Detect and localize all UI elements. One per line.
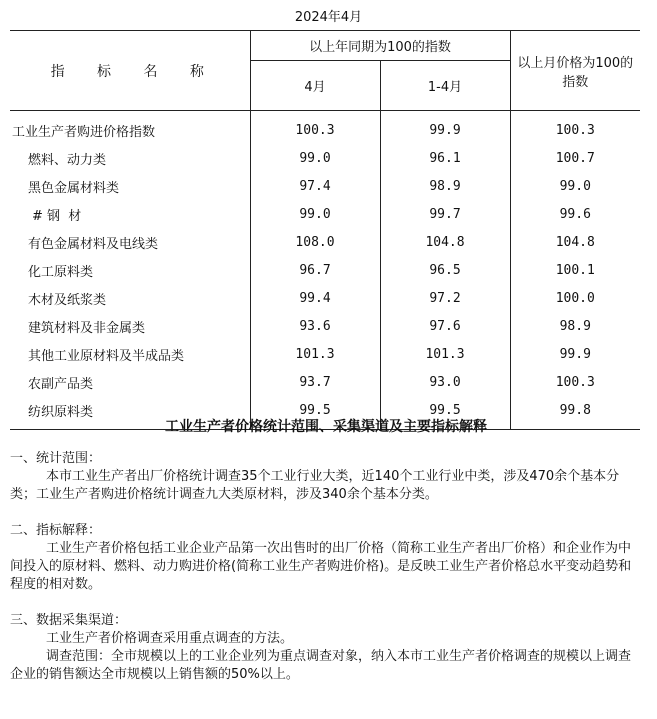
month-value: 96.7 (250, 256, 380, 284)
table-row (10, 111, 640, 145)
row-name: 农副产品类 (28, 376, 94, 392)
table-row (10, 256, 640, 284)
section-collection-scope: 调查范围：全市规模以上的工业企业列为重点调查对象，纳入本市工业生产者价格调查的规模以上调查企业的销售额达全市规模以上销售额的50%以上。 (10, 649, 632, 682)
row-name: 其他工业原材料及半成品类 (28, 348, 185, 364)
ytd-value: 96.5 (380, 256, 510, 284)
row-name: 建筑材料及非金属类 (28, 320, 146, 336)
row-name: 有色金属材料及电线类 (28, 236, 159, 252)
month-value: 99.4 (250, 284, 380, 312)
month-value: 99.5 (250, 396, 380, 430)
section-definition-text: 工业生产者价格包括工业企业产品第一次出售时的出厂价格（简称工业生产者出厂价格）和企业作为中间投入的原材料、燃料、动力购进价格(简称工业生产者购进价格)。是反映工业生产者价格总水平变动趋势和程度的相对数。 (10, 541, 632, 592)
explanatory-notes (10, 418, 642, 684)
ytd-value: 98.9 (380, 172, 510, 200)
table-row (10, 144, 640, 172)
price-index-table (10, 30, 640, 430)
ytd-column-header: 1-4月 (380, 61, 510, 111)
ytd-value: 101.3 (380, 340, 510, 368)
row-name: 木材及纸浆类 (28, 292, 107, 308)
row-name: # 钢 材 (32, 208, 82, 224)
section-scope-text: 本市工业生产者出厂价格统计调查35个工业行业大类，近140个工业行业中类，涉及470余个基本分类；工业生产者购进价格统计调查九大类原材料，涉及340余个基本分类。 (10, 469, 620, 502)
section-scope-heading: 一、统计范围： (10, 451, 102, 466)
yoy-group-header: 以上年同期为100的指数 (250, 31, 510, 61)
month-value: 101.3 (250, 340, 380, 368)
table-row (10, 340, 640, 368)
row-name: 工业生产者购进价格指数 (10, 111, 250, 145)
mom-value: 99.9 (510, 340, 640, 368)
month-value: 108.0 (250, 228, 380, 256)
table-row (10, 228, 640, 256)
row-name: 纺织原料类 (10, 396, 250, 430)
mom-value: 100.0 (510, 284, 640, 312)
row-name: 燃料、动力类 (28, 152, 107, 168)
row-name: 化工原料类 (28, 264, 94, 280)
month-column-header: 4月 (250, 61, 380, 111)
section-collection-method: 工业生产者价格调查采用重点调查的方法。 (46, 631, 294, 646)
ytd-value: 97.2 (380, 284, 510, 312)
mom-value: 99.6 (510, 200, 640, 228)
table-row (10, 368, 640, 396)
indicator-name-header: 指 标 名 称 (10, 31, 250, 111)
mom-value: 98.9 (510, 312, 640, 340)
ytd-value: 99.7 (380, 200, 510, 228)
month-value: 99.0 (250, 200, 380, 228)
month-value: 93.7 (250, 368, 380, 396)
ytd-value: 99.5 (380, 396, 510, 430)
table-row (10, 172, 640, 200)
mom-value: 100.3 (510, 368, 640, 396)
report-period: 2024年4月 (294, 10, 363, 25)
mom-value: 100.7 (510, 144, 640, 172)
month-value: 100.3 (250, 111, 380, 145)
mom-value: 104.8 (510, 228, 640, 256)
mom-value: 99.8 (510, 396, 640, 430)
section-collection-heading: 三、数据采集渠道： (10, 613, 128, 628)
table-row (10, 284, 640, 312)
ytd-value: 93.0 (380, 368, 510, 396)
mom-index-header: 以上月价格为100的指数 (510, 31, 640, 111)
section-definition-heading: 二、指标解释： (10, 523, 102, 538)
ytd-value: 97.6 (380, 312, 510, 340)
table-row (10, 312, 640, 340)
month-value: 93.6 (250, 312, 380, 340)
notes-title: 工业生产者价格统计范围、采集渠道及主要指标解释 (165, 419, 487, 435)
ytd-value: 96.1 (380, 144, 510, 172)
month-value: 97.4 (250, 172, 380, 200)
table-row (10, 200, 640, 228)
mom-value: 99.0 (510, 172, 640, 200)
mom-value: 100.3 (510, 111, 640, 145)
month-value: 99.0 (250, 144, 380, 172)
mom-value: 100.1 (510, 256, 640, 284)
row-name: 黑色金属材料类 (28, 180, 120, 196)
ytd-value: 104.8 (380, 228, 510, 256)
ytd-value: 99.9 (380, 111, 510, 145)
